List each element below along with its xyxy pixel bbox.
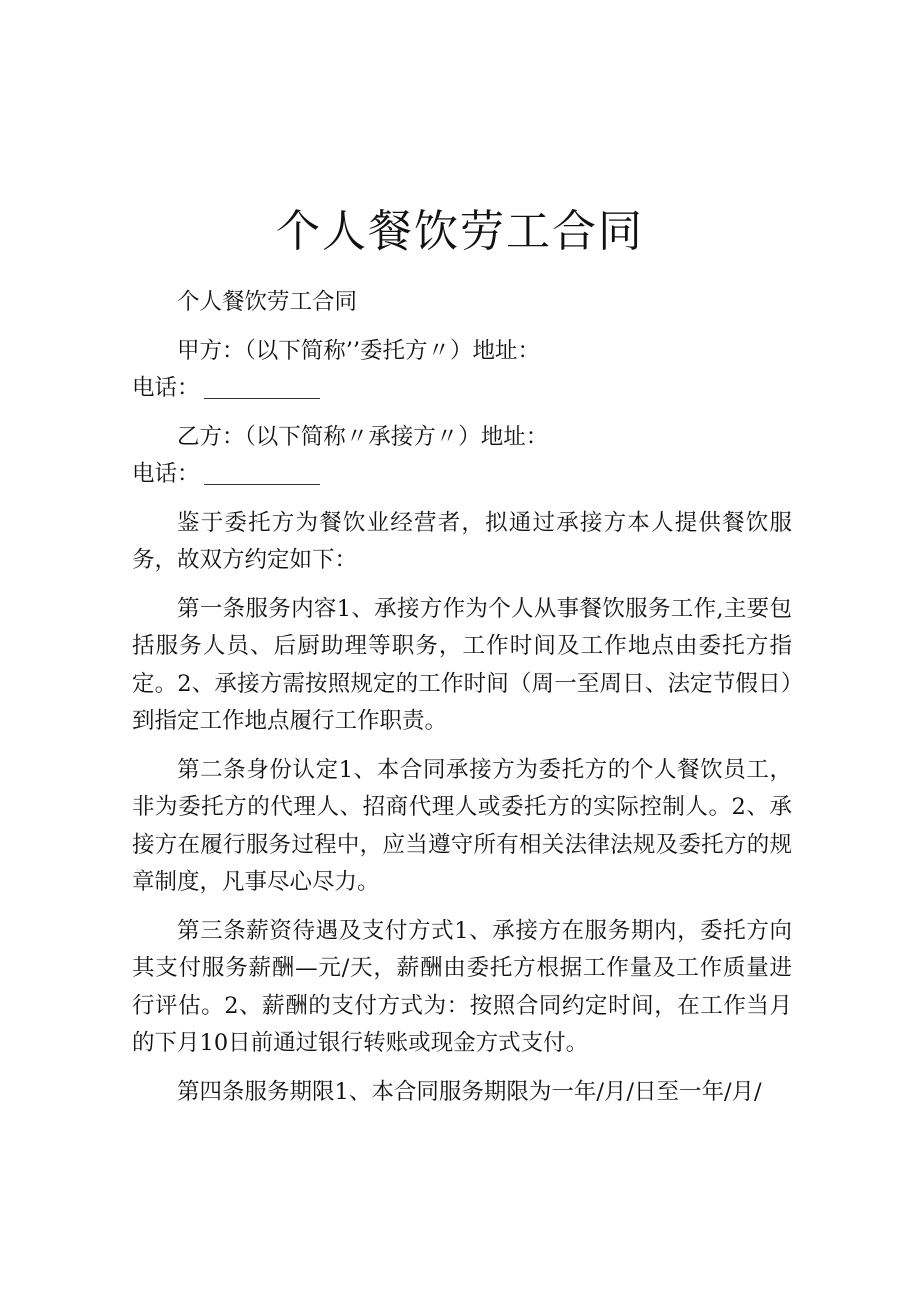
document-body: [132, 284, 792, 1122]
party-a-line: 甲方：（以下简称’’委托方〃）地址：: [177, 337, 541, 364]
article-1-paragraph: 第一条服务内容1、承接方作为个人从事餐饮服务工作,主要包括服务人员、后厨助理等职务，工作时间及工作地点由委托方指定。2、承接方需按照规定的工作时间（周一至周日、法定节假日）到指定工作地点履行工作职责。: [132, 595, 792, 734]
party-a-phone-blank: [204, 374, 320, 399]
party-a-block: [132, 333, 792, 408]
party-a-phone: [132, 370, 792, 408]
party-b-phone: [132, 456, 792, 494]
article-3-paragraph: 第三条薪资待遇及支付方式1、承接方在服务期内，委托方向其支付服务薪酬—元/天，薪酬由委托方根据工作量及工作质量进行评估。2、薪酬的支付方式为：按照合同约定时间，在工作当月的下月10日前通过银行转账或现金方式支付。: [132, 917, 792, 1056]
document-title: 个人餐饮劳工合同: [276, 206, 644, 257]
document-subtitle: 个人餐饮劳工合同: [177, 289, 358, 315]
party-b-phone-blank: [204, 460, 320, 485]
party-b-block: [132, 419, 792, 494]
party-b-phone-label: 电话：: [132, 461, 200, 487]
party-b-line: 乙方：（以下简称〃承接方〃）地址：: [177, 423, 549, 450]
preamble-paragraph: 鉴于委托方为餐饮业经营者，拟通过承接方本人提供餐饮服务，故双方约定如下：: [132, 509, 792, 573]
article-2-paragraph: 第二条身份认定1、本合同承接方为委托方的个人餐饮员工，非为委托方的代理人、招商代理人或委托方的实际控制人。2、承接方在履行服务过程中，应当遵守所有相关法律法规及委托方的规章制度，凡事尽心尽力。: [132, 756, 792, 895]
party-a-phone-label: 电话：: [132, 375, 200, 401]
article-4-paragraph: 第四条服务期限1、本合同服务期限为一年/月/日至一年/月/: [177, 1078, 762, 1105]
